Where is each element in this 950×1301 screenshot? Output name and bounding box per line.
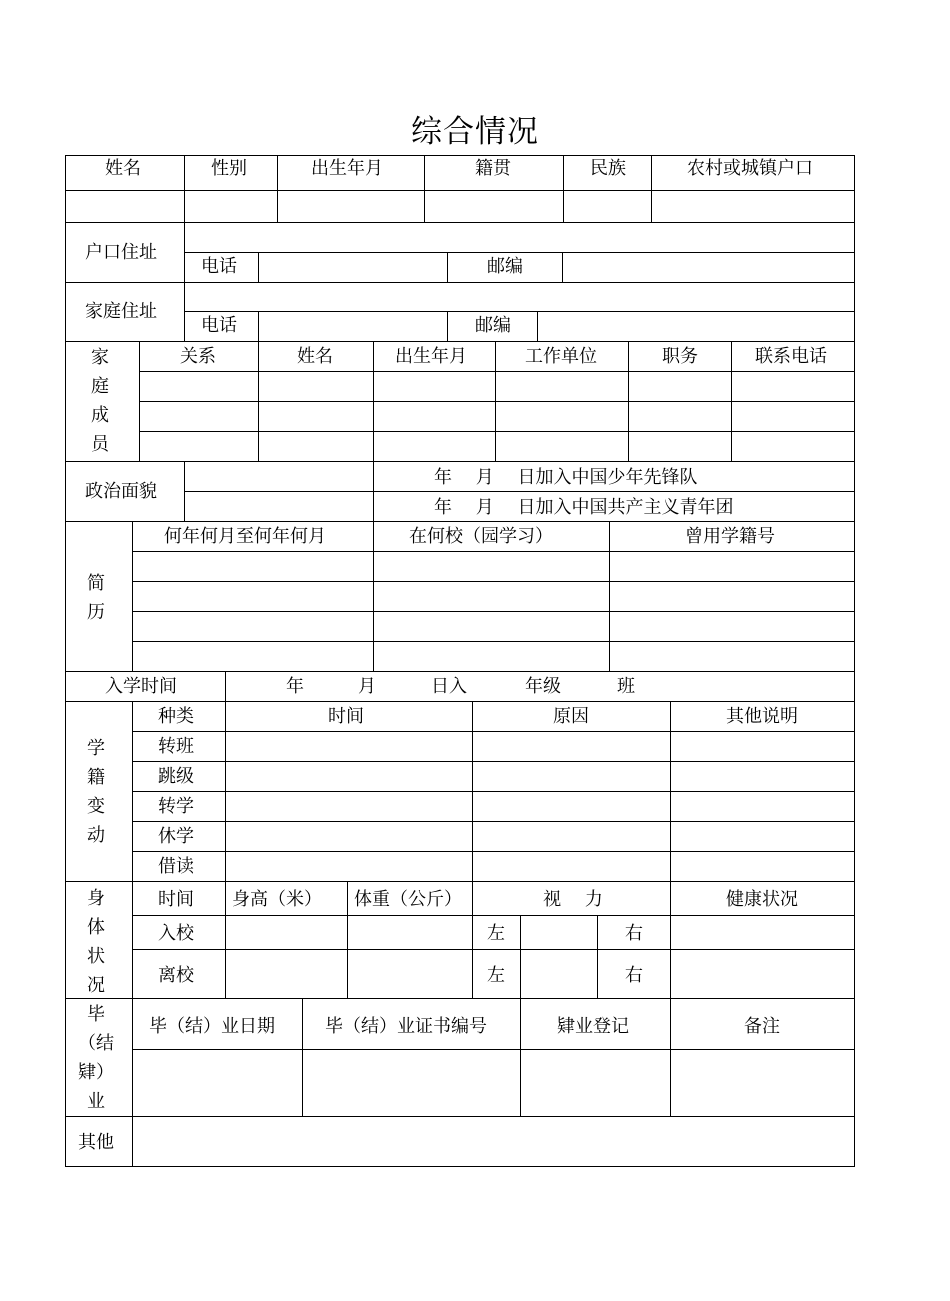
col-line	[597, 915, 598, 998]
family-header-phone: 联系电话	[755, 346, 827, 367]
row-line	[140, 371, 855, 372]
col-line	[184, 461, 185, 521]
row-line	[140, 401, 855, 402]
row-line	[133, 611, 855, 612]
health-header-time: 时间	[158, 889, 194, 910]
row-line	[65, 998, 855, 999]
row-line	[133, 731, 855, 732]
hukou-postcode-label: 邮编	[487, 256, 523, 277]
grad-header-date: 毕（结）业日期	[149, 1016, 275, 1037]
col-line	[258, 341, 259, 461]
col-line	[184, 222, 185, 341]
health-header-height: 身高（米）	[232, 889, 322, 910]
header-hukou-type: 农村或城镇户口	[687, 158, 813, 179]
pioneers-join-date: 年 月 日加入中国少年先锋队	[434, 467, 698, 488]
family-header-birth: 出生年月	[395, 346, 467, 367]
col-line	[258, 311, 259, 341]
col-line	[854, 155, 855, 1167]
row-line	[133, 915, 855, 916]
hukou-address-label: 户口住址	[85, 242, 157, 263]
health-header-vision: 视 力	[543, 889, 603, 910]
resume-label: 简 历	[87, 573, 105, 623]
col-line	[651, 155, 652, 222]
row-line	[133, 641, 855, 642]
col-line	[347, 881, 348, 998]
col-line	[537, 311, 538, 341]
health-row-exit: 离校	[158, 965, 194, 986]
col-line	[447, 311, 448, 341]
row-line	[65, 1166, 855, 1167]
col-line	[302, 998, 303, 1116]
health-status-label: 身 体 状 况	[87, 888, 105, 996]
home-postcode-label: 邮编	[475, 315, 511, 336]
col-line	[65, 155, 66, 1167]
family-header-name: 姓名	[297, 346, 333, 367]
header-name: 姓名	[105, 158, 141, 179]
vision-left-entry: 左	[487, 923, 505, 944]
row-line	[133, 791, 855, 792]
status-header-reason: 原因	[553, 706, 589, 727]
family-header-relation: 关系	[180, 346, 216, 367]
status-type-class-transfer: 转班	[158, 736, 194, 757]
status-header-time: 时间	[328, 706, 364, 727]
row-line	[133, 1049, 855, 1050]
col-line	[447, 252, 448, 282]
vision-right-entry: 右	[625, 923, 643, 944]
family-header-position: 职务	[662, 346, 698, 367]
enroll-month: 月	[358, 676, 376, 697]
col-line	[132, 521, 133, 671]
graduation-label: 毕 （结 肄） 业	[78, 1004, 114, 1112]
col-line	[562, 252, 563, 282]
record-form-table	[65, 155, 855, 1167]
resume-header-school: 在何校（园学习）	[409, 526, 553, 547]
col-line	[373, 461, 374, 521]
col-line	[731, 341, 732, 461]
vision-right-exit: 右	[625, 965, 643, 986]
status-change-label: 学 籍 变 动	[87, 738, 105, 846]
row-line	[133, 551, 855, 552]
col-line	[424, 155, 425, 222]
row-line	[65, 881, 855, 882]
col-line	[132, 998, 133, 1166]
status-type-temporary: 借读	[158, 856, 194, 877]
header-ethnicity: 民族	[590, 158, 626, 179]
health-header-weight: 体重（公斤）	[354, 889, 462, 910]
col-line	[670, 998, 671, 1116]
col-line	[495, 341, 496, 461]
status-type-suspension: 休学	[158, 826, 194, 847]
col-line	[670, 881, 671, 998]
col-line	[563, 155, 564, 222]
col-line	[184, 155, 185, 222]
row-line	[133, 761, 855, 762]
col-line	[373, 521, 374, 671]
enroll-grade: 年级	[525, 676, 561, 697]
enroll-year: 年	[286, 676, 304, 697]
status-type-school-transfer: 转学	[158, 796, 194, 817]
row-line	[185, 311, 855, 312]
resume-header-period: 何年何月至何年何月	[164, 526, 326, 547]
col-line	[225, 701, 226, 998]
family-header-employer: 工作单位	[525, 346, 597, 367]
col-line	[373, 341, 374, 461]
row-line	[65, 341, 855, 342]
row-line	[133, 821, 855, 822]
row-line	[133, 581, 855, 582]
grad-header-dropout-record: 肄业登记	[557, 1016, 629, 1037]
status-header-notes: 其他说明	[726, 706, 798, 727]
row-line	[65, 701, 855, 702]
col-line	[132, 701, 133, 998]
grad-header-cert-number: 毕（结）业证书编号	[325, 1016, 487, 1037]
col-line	[628, 341, 629, 461]
resume-header-student-id: 曾用学籍号	[685, 526, 775, 547]
row-line	[65, 1116, 855, 1117]
status-type-skip-grade: 跳级	[158, 766, 194, 787]
col-line	[670, 701, 671, 881]
hukou-phone-label: 电话	[201, 256, 237, 277]
health-header-condition: 健康状况	[726, 889, 798, 910]
col-line	[277, 155, 278, 222]
header-gender: 性别	[211, 158, 247, 179]
political-status-label: 政治面貌	[85, 481, 157, 502]
header-birth: 出生年月	[311, 158, 383, 179]
row-line	[185, 491, 855, 492]
health-row-entry: 入校	[158, 923, 194, 944]
col-line	[609, 521, 610, 671]
col-line	[472, 881, 473, 998]
home-address-label: 家庭住址	[85, 301, 157, 322]
enroll-time-label: 入学时间	[105, 676, 177, 697]
family-members-label: 家 庭 成 员	[91, 347, 109, 455]
row-line	[185, 252, 855, 253]
row-line	[133, 851, 855, 852]
page-title: 综合情况	[411, 114, 539, 150]
row-line	[65, 671, 855, 672]
enroll-class: 班	[617, 676, 635, 697]
col-line	[520, 915, 521, 998]
row-line	[65, 521, 855, 522]
row-line	[133, 949, 855, 950]
col-line	[258, 252, 259, 282]
col-line	[225, 671, 226, 701]
row-line	[140, 431, 855, 432]
enroll-day: 日入	[431, 676, 467, 697]
other-label: 其他	[78, 1132, 114, 1153]
home-phone-label: 电话	[201, 315, 237, 336]
status-header-type: 种类	[158, 706, 194, 727]
grad-header-remarks: 备注	[744, 1016, 780, 1037]
col-line	[139, 341, 140, 461]
league-join-date: 年 月 日加入中国共产主义青年团	[434, 497, 734, 518]
header-native-place: 籍贯	[475, 158, 511, 179]
vision-left-exit: 左	[487, 965, 505, 986]
col-line	[520, 998, 521, 1116]
col-line	[472, 701, 473, 881]
